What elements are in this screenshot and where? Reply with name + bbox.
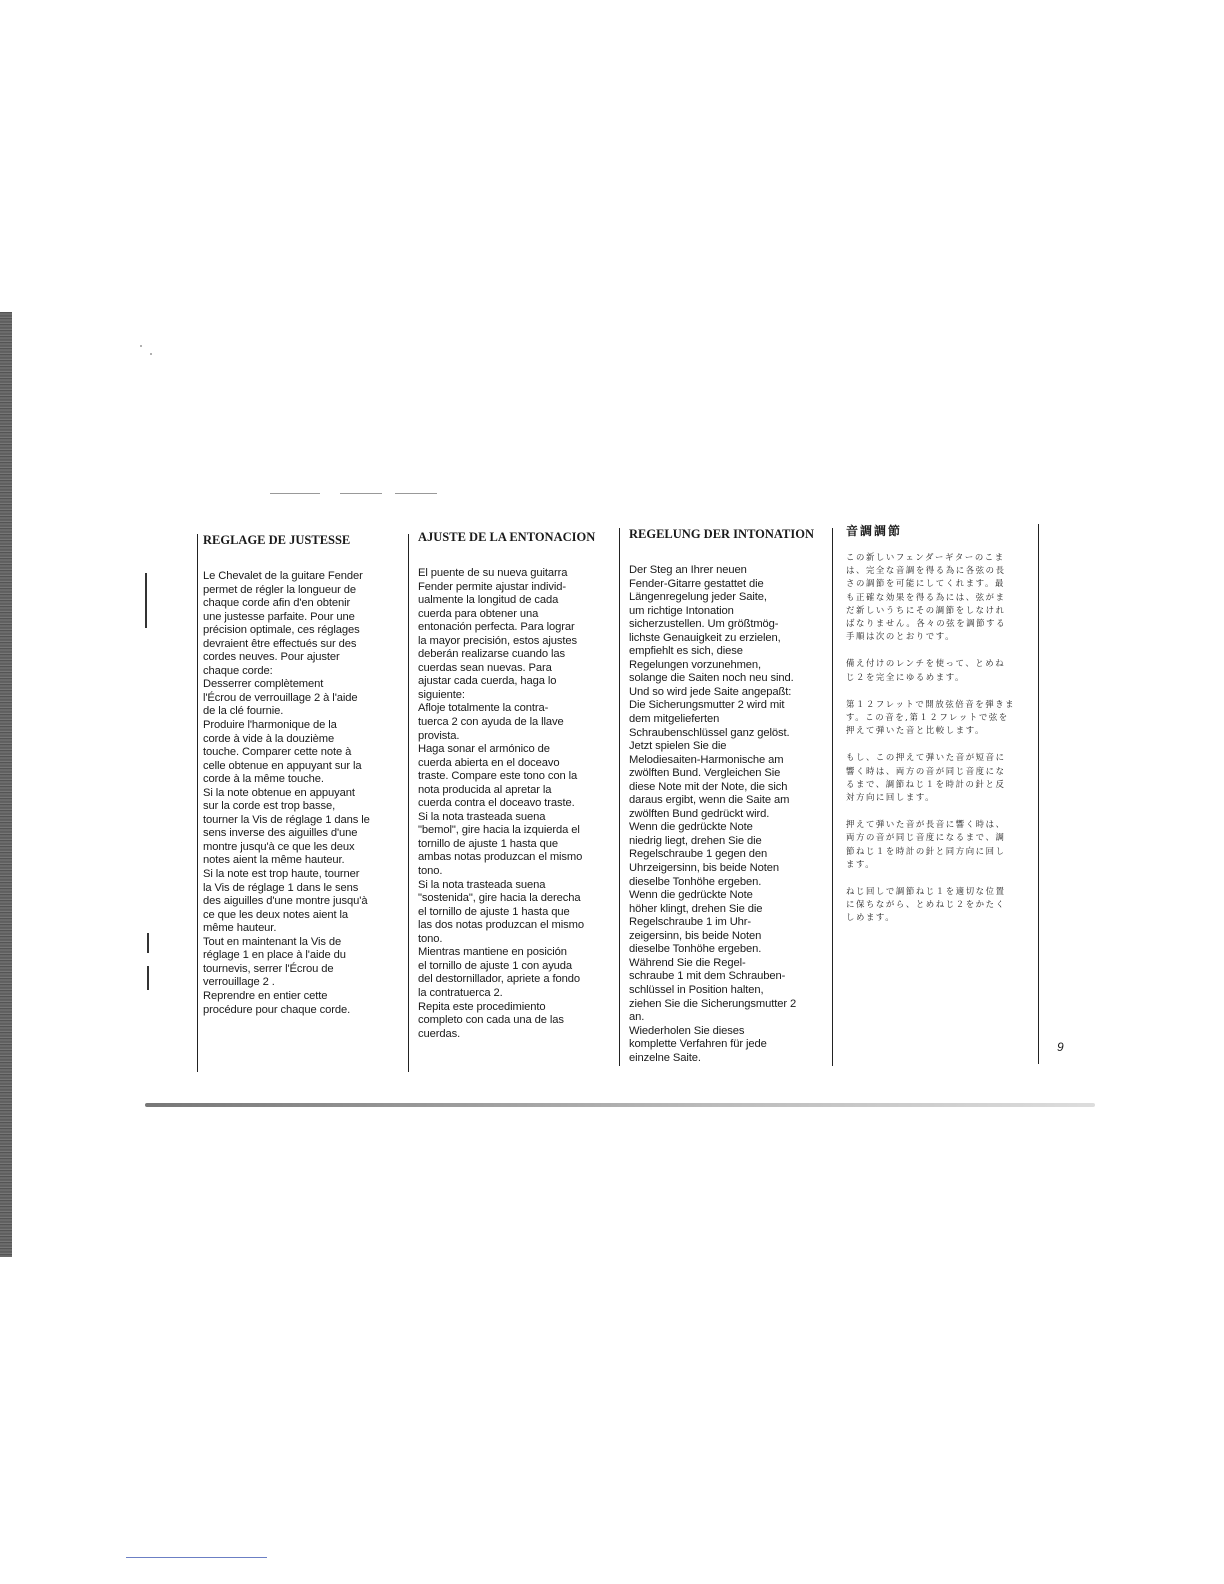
body-french: Le Chevalet de la guitare Fender permet de régler la longueur de chaque corde afin d'en obtenir une justesse parfaite. Pour une précision optimale, ces réglages devraient être effectués sur des cordes neuves. Pour ajuster chaque corde: Desserrer complètement l'Écrou de verrouillage 2 à l'aide de la clé fournie. Produire l'harmonique de la corde à vide à la douzième touche. Comparer cette note à celle obtenue en appuyant sur la corde à la même touche. Si la note obtenue en appuyant sur la corde est trop basse, tourner la Vis de réglage 1 dans le sens inverse des aiguilles d'une montre jusqu'à ce que les deux notes aient la même hauteur. Si la note est trop haute, tourner la Vis de réglage 1 dans le sens des aiguilles d'une montre jusqu'à ce que les deux notes aient la même hauteur. Tout en maintenant la Vis de réglage 1 en place à l'aide du tournevis, serrer l'Écrou de verrouillage 2 . Reprendre en entier cette procédure pour chaque corde. xyxy=(203,570,370,1016)
column-french xyxy=(203,533,403,1017)
top-rule xyxy=(340,493,382,494)
column-spanish xyxy=(418,530,616,1041)
scan-mark xyxy=(145,573,147,628)
body-german: Der Steg an Ihrer neuen Fender-Gitarre gestattet die Längenregelung jeder Saite, um richtige Intonation sicherzustellen. Um größtmög- lichste Genauigkeit zu erzielen, empfiehlt es sich, diese Regelungen vorzunehmen, solange die Saiten noch neu sind. Und so wird jede Saite angepaßt: Die Sicherungsmutter 2 wird mit dem mitgelieferten Schraubenschlüssel ganz gelöst. Jetzt spielen Sie die Melodiesaiten-Harmonische am zwölften Bund. Vergleichen Sie diese Note mit der Note, die sich daraus ergibt, wenn die Saite am zwölften Bund gedrückt wird. Wenn die gedrückte Note niedrig liegt, drehen Sie die Regelschraube 1 gegen den Uhrzeigersinn, bis beide Noten dieselbe Tonhöhe ergeben. Wenn die gedrückte Note höher klingt, drehen Sie die Regelschraube 1 im Uhr- zeigersinn, bis beide Noten dieselbe Tonhöhe ergeben. Während Sie die Regel- schraube 1 mit dem Schrauben- schlüssel in Position halten, ziehen Sie die Sicherungsmutter 2 an. Wiederholen Sie dieses komplette Verfahren für jede einzelne Saite. xyxy=(629,564,797,1064)
body-japanese-paragraph: 押えて弾いた音が長音に響く時は、 両方の音が同じ音度になるまで、調 節ねじ１を時計の針と同方向に回し ます。 xyxy=(846,819,1006,869)
body-japanese-paragraph: 備え付けのレンチを使って、とめね じ２を完全にゆるめます。 xyxy=(846,658,1006,682)
heading-french: REGLAGE DE JUSTESSE xyxy=(203,533,351,547)
body-japanese-paragraph: ねじ回しで調節ねじ１を適切な位置 に保ちながら、とめねじ２をかたく しめます。 xyxy=(846,886,1006,923)
scan-mark xyxy=(147,933,149,953)
top-rule xyxy=(270,493,320,494)
top-rule xyxy=(395,493,437,494)
heading-german: REGELUNG DER INTONATION xyxy=(629,527,814,541)
heading-spanish: AJUSTE DE LA ENTONACION xyxy=(418,530,596,544)
column-german xyxy=(629,527,829,1065)
scan-edge xyxy=(0,312,12,1257)
body-japanese-paragraph: この新しいフェンダーギターのこま は、完全な音調を得る為に各弦の長 さの調節を可能にしてくれます。最 も正確な効果を得る為には、弦がま だ新しいうちにその調節をしなけれ ばなりません。各々の弦を調節する 手順は次のとおりです。 xyxy=(846,552,1007,642)
footer-rule xyxy=(126,1557,267,1558)
body-spanish: El puente de su nueva guitarra Fender permite ajustar individ- ualmente la longitud de cada cuerda para obtener una entonación perfecta. Para lograr la mayor precisión, estos ajustes deberán realizarse cuando las cuerdas sean nuevas. Para ajustar cada cuerda, haga lo siguiente: Afloje totalmente la contra- tuerca 2 con ayuda de la llave provista. Haga sonar el armónico de cuerda abierta en el doceavo traste. Compare este tono con la nota producida al apretar la cuerda contra el doceavo traste. Si la nota trasteada suena "bemol", gire hacia la izquierda el tornillo de ajuste 1 hasta que ambas notas produzcan el mismo tono. Si la nota trasteada suena "sostenida", gire hacia la derecha el tornillo de ajuste 1 hasta que las dos notas produzcan el mismo tono. Mientras mantiene en posición el tornillo de ajuste 1 con ayuda del destornillador, apriete a fondo la contratuerca 2. Repita este procedimiento completo con cada una de las cuerdas. xyxy=(418,567,584,1040)
scan-speck xyxy=(150,353,152,355)
column-rule xyxy=(197,534,198,1072)
column-rule xyxy=(408,534,409,1072)
body-japanese-paragraph: 第１２フレットで開放弦倍音を弾きま す。この音を,第１２フレットで弦を 押えて弾いた音と比較します。 xyxy=(846,698,1016,736)
column-japanese xyxy=(846,524,1036,939)
scan-mark xyxy=(147,966,149,990)
body-japanese-paragraph: もし、この押えて弾いた音が短音に 響く時は、両方の音が同じ音度にな るまで、調節ねじ１を時計の針と反 対方向に回します。 xyxy=(846,752,1006,803)
heading-japanese: 音調調節 xyxy=(846,524,903,538)
bottom-rule xyxy=(145,1103,1095,1107)
column-rule xyxy=(832,528,833,1066)
scan-speck xyxy=(140,345,142,347)
column-rule xyxy=(619,528,620,1066)
page-number: 9 xyxy=(1057,1040,1064,1054)
column-rule xyxy=(1038,524,1039,1064)
